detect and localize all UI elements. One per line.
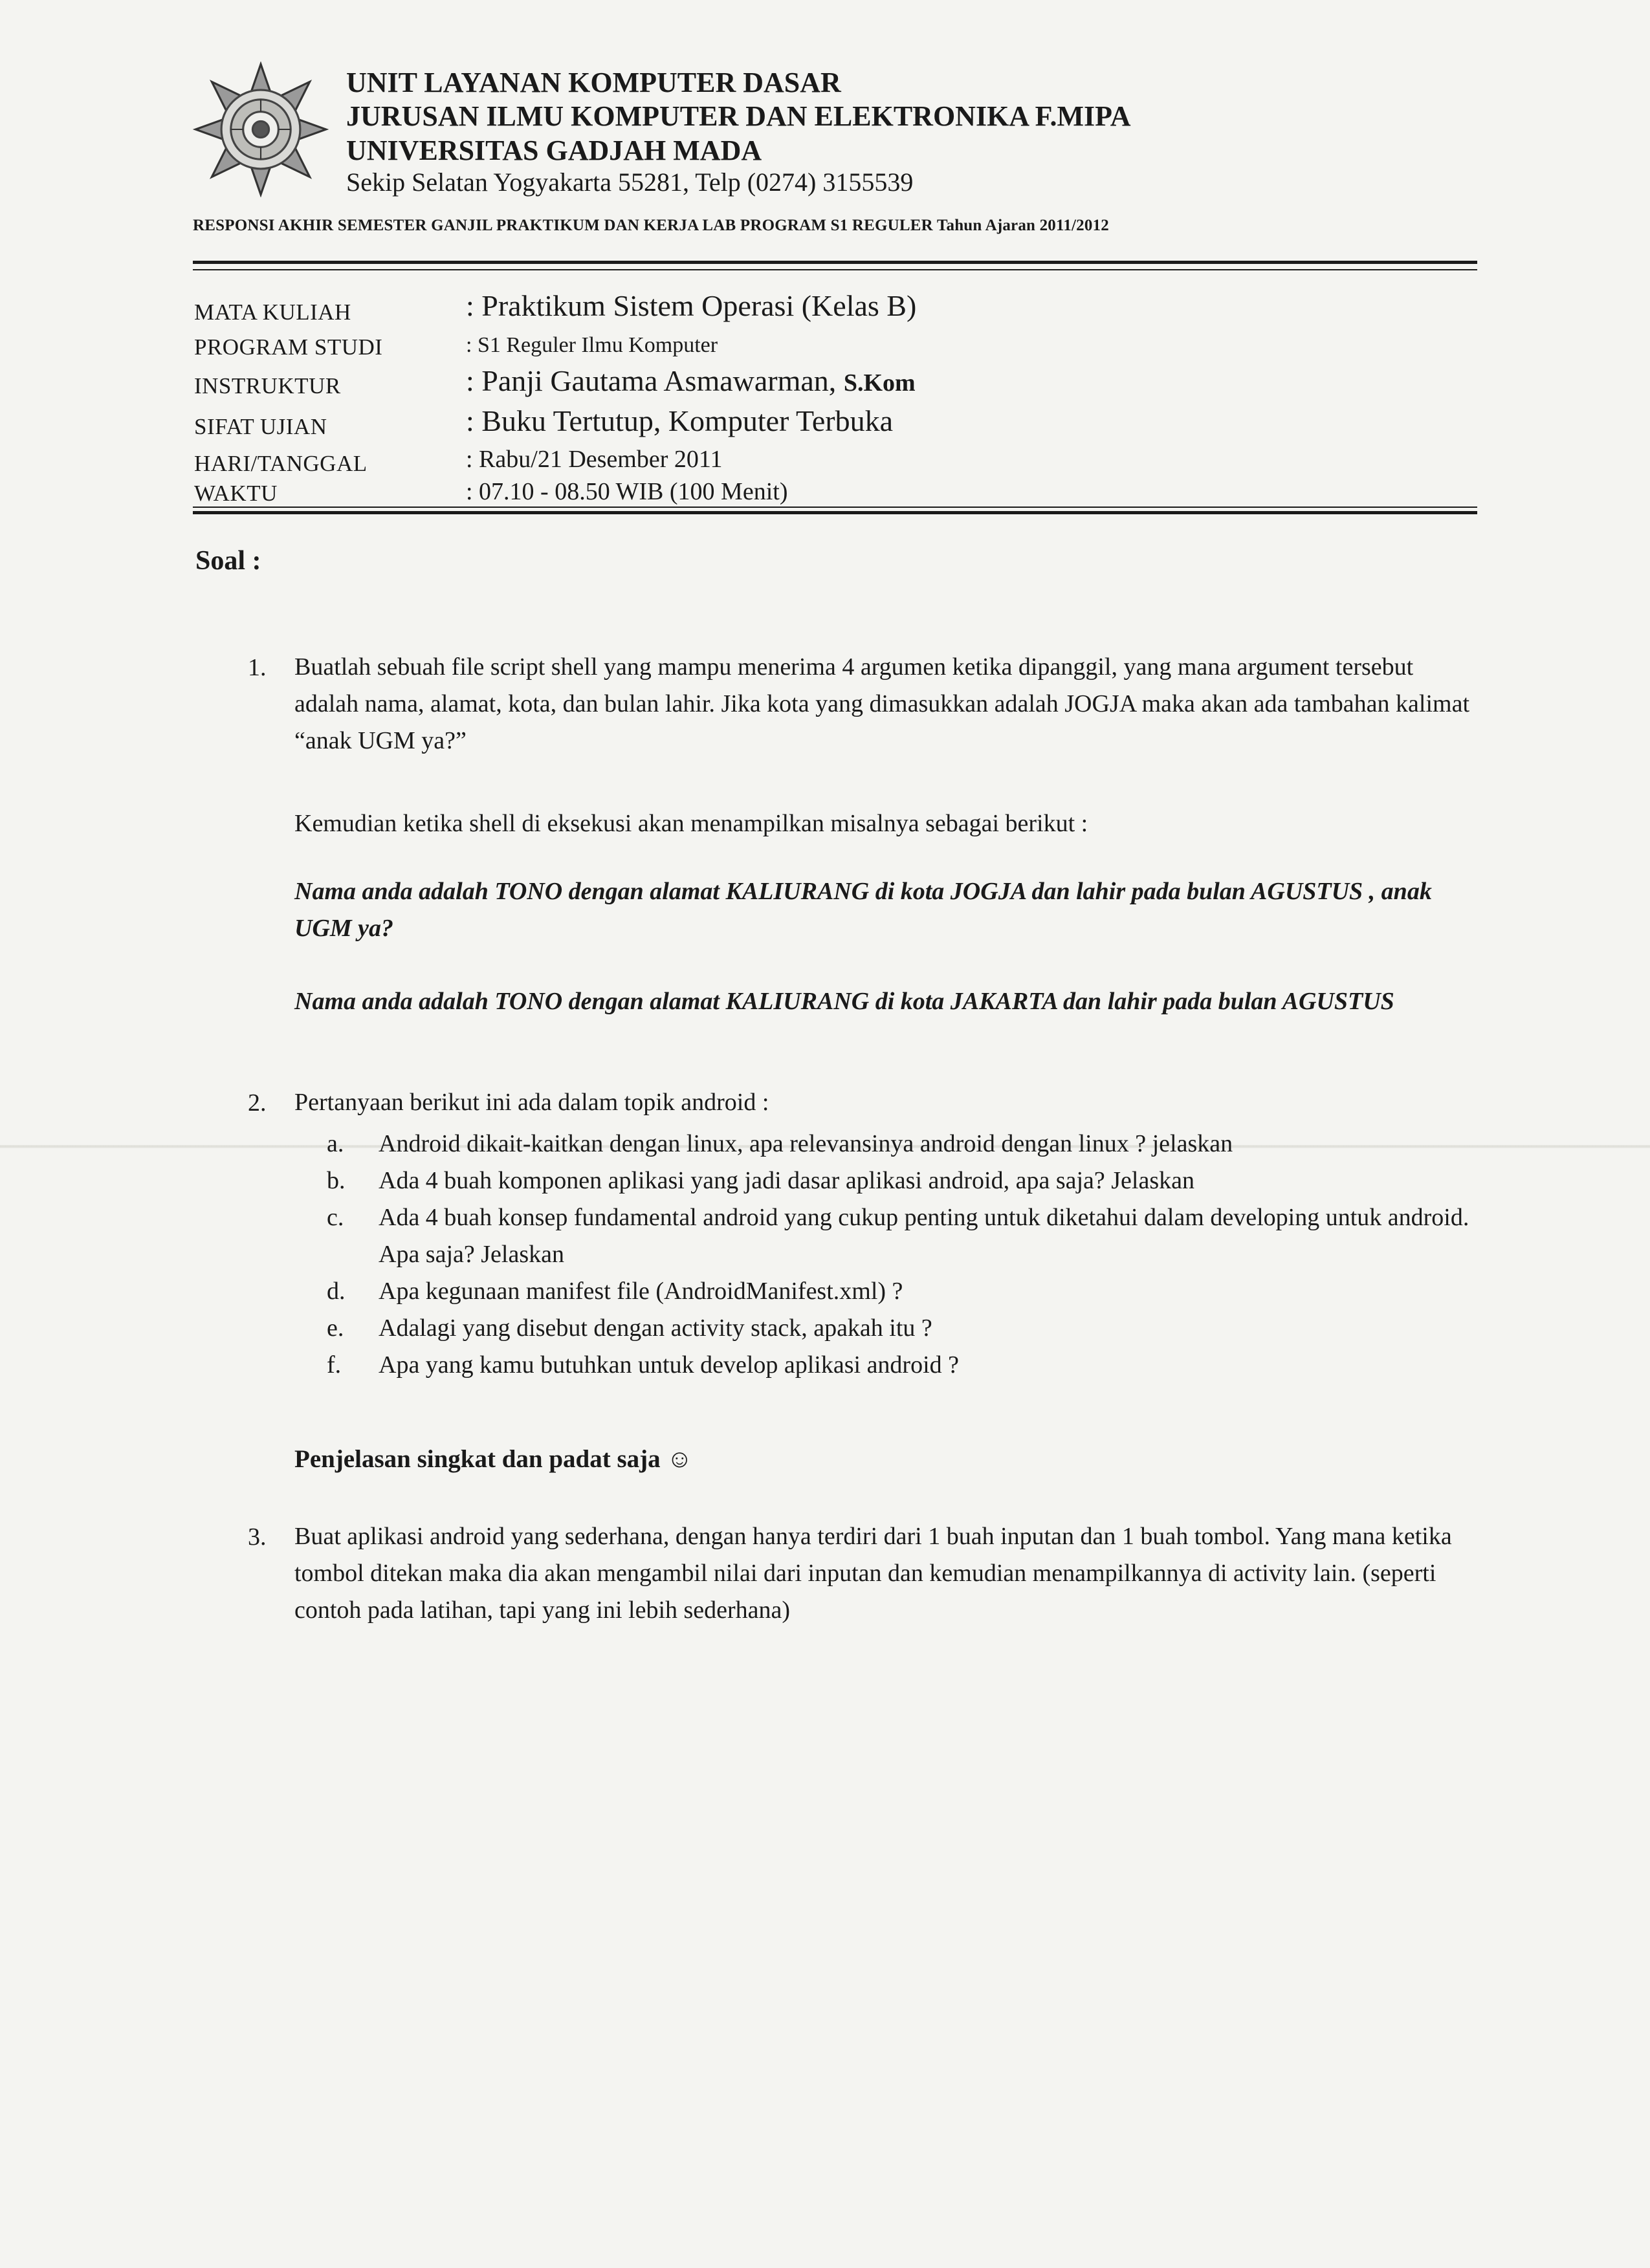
info-rule-thin bbox=[193, 507, 1477, 508]
q3-number: 3. bbox=[248, 1523, 267, 1551]
info-label-mata-kuliah: MATA KULIAH bbox=[194, 300, 351, 325]
info-value-sifat-ujian: : Buku Tertutup, Komputer Terbuka bbox=[466, 404, 894, 437]
q2-item-letter: c. bbox=[327, 1204, 344, 1231]
q2-item-a bbox=[327, 1126, 1479, 1162]
header-rule-thick bbox=[193, 261, 1477, 264]
info-value-waktu: : 07.10 - 08.50 WIB (100 Menit) bbox=[466, 478, 788, 505]
q2-item-letter: f. bbox=[327, 1351, 342, 1379]
header-rule-thin bbox=[193, 269, 1477, 270]
q2-item-text: Apa yang kamu butuhkan untuk develop aplikasi android ? bbox=[379, 1351, 960, 1379]
university-seal-icon bbox=[193, 61, 329, 197]
q2-sub-list bbox=[327, 1126, 1479, 1384]
q1-example-1: Nama anda adalah TONO dengan alamat KALIURANG di kota JOGJA dan lahir pada bulan AGUSTUS , anak UGM ya? bbox=[294, 878, 1432, 942]
q2-item-c bbox=[327, 1199, 1479, 1273]
q2-item-text: Ada 4 buah komponen aplikasi yang jadi dasar aplikasi android, apa saja? Jelaskan bbox=[379, 1167, 1194, 1194]
info-value-hari-tanggal: : Rabu/21 Desember 2011 bbox=[466, 446, 723, 473]
info-value-mata-kuliah: : Praktikum Sistem Operasi (Kelas B) bbox=[466, 289, 917, 322]
q2-item-text: Android dikait-kaitkan dengan linux, apa relevansinya android dengan linux ? jelaskan bbox=[379, 1130, 1233, 1157]
q1-intro: Kemudian ketika shell di eksekusi akan menampilkan misalnya sebagai berikut : bbox=[294, 810, 1088, 837]
header-line-1: UNIT LAYANAN KOMPUTER DASAR bbox=[346, 67, 841, 98]
instruktur-degree: S.Kom bbox=[843, 369, 916, 397]
q2-note: Penjelasan singkat dan padat saja ☺ bbox=[294, 1445, 693, 1473]
q2-item-d bbox=[327, 1273, 1479, 1310]
q2-intro: Pertanyaan berikut ini ada dalam topik android : bbox=[294, 1089, 769, 1116]
header-line-2: JURUSAN ILMU KOMPUTER DAN ELEKTRONIKA F.MIPA bbox=[346, 100, 1131, 132]
info-label-hari-tanggal: HARI/TANGGAL bbox=[194, 451, 368, 476]
q1-text: Buatlah sebuah file script shell yang mampu menerima 4 argumen ketika dipanggil, yang mana argument tersebut adalah nama, alamat, kota, dan bulan lahir. Jika kota yang dimasukkan adalah JOGJA maka akan ada tambahan kalimat “anak UGM ya?” bbox=[294, 653, 1470, 754]
q2-item-letter: e. bbox=[327, 1314, 344, 1342]
info-value-instruktur bbox=[466, 364, 916, 398]
q2-number: 2. bbox=[248, 1089, 267, 1117]
q2-item-e bbox=[327, 1310, 1479, 1347]
info-label-program-studi: PROGRAM STUDI bbox=[194, 334, 383, 360]
q1-example-2: Nama anda adalah TONO dengan alamat KALIURANG di kota JAKARTA dan lahir pada bulan AGUSTUS bbox=[294, 988, 1394, 1015]
header-address: Sekip Selatan Yogyakarta 55281, Telp (0274) 3155539 bbox=[346, 168, 914, 197]
info-label-instruktur: INSTRUKTUR bbox=[194, 373, 341, 398]
q2-item-text: Apa kegunaan manifest file (AndroidManifest.xml) ? bbox=[379, 1278, 903, 1305]
header-line-3: UNIVERSITAS GADJAH MADA bbox=[346, 135, 762, 166]
q2-item-letter: b. bbox=[327, 1167, 346, 1194]
info-rule-thick bbox=[193, 511, 1477, 514]
q2-item-b bbox=[327, 1162, 1479, 1199]
q2-item-text: Adalagi yang disebut dengan activity stack, apakah itu ? bbox=[379, 1314, 932, 1342]
q3-text: Buat aplikasi android yang sederhana, dengan hanya terdiri dari 1 buah inputan dan 1 buah tombol. Yang mana ketika tombol ditekan maka dia akan mengambil nilai dari inputan dan kemudian menampilkannya di activity lain. (seperti contoh pada latihan, tapi yang ini lebih sederhana) bbox=[294, 1523, 1452, 1624]
instruktur-name: : Panji Gautama Asmawarman, bbox=[466, 364, 844, 397]
q2-item-letter: a. bbox=[327, 1130, 344, 1157]
q1-number: 1. bbox=[248, 654, 267, 681]
q2-item-text: Ada 4 buah konsep fundamental android yang cukup penting untuk diketahui dalam developing untuk android. Apa saja? Jelaskan bbox=[379, 1204, 1469, 1268]
info-value-program-studi: : S1 Reguler Ilmu Komputer bbox=[466, 333, 718, 357]
exam-title: RESPONSI AKHIR SEMESTER GANJIL PRAKTIKUM DAN KERJA LAB PROGRAM S1 REGULER Tahun Ajaran 2011/2012 bbox=[193, 217, 1109, 234]
q2-item-f bbox=[327, 1347, 1479, 1384]
info-label-sifat-ujian: SIFAT UJIAN bbox=[194, 414, 327, 439]
info-label-waktu: WAKTU bbox=[194, 481, 278, 506]
q2-item-letter: d. bbox=[327, 1278, 346, 1305]
soal-title: Soal : bbox=[195, 546, 261, 576]
